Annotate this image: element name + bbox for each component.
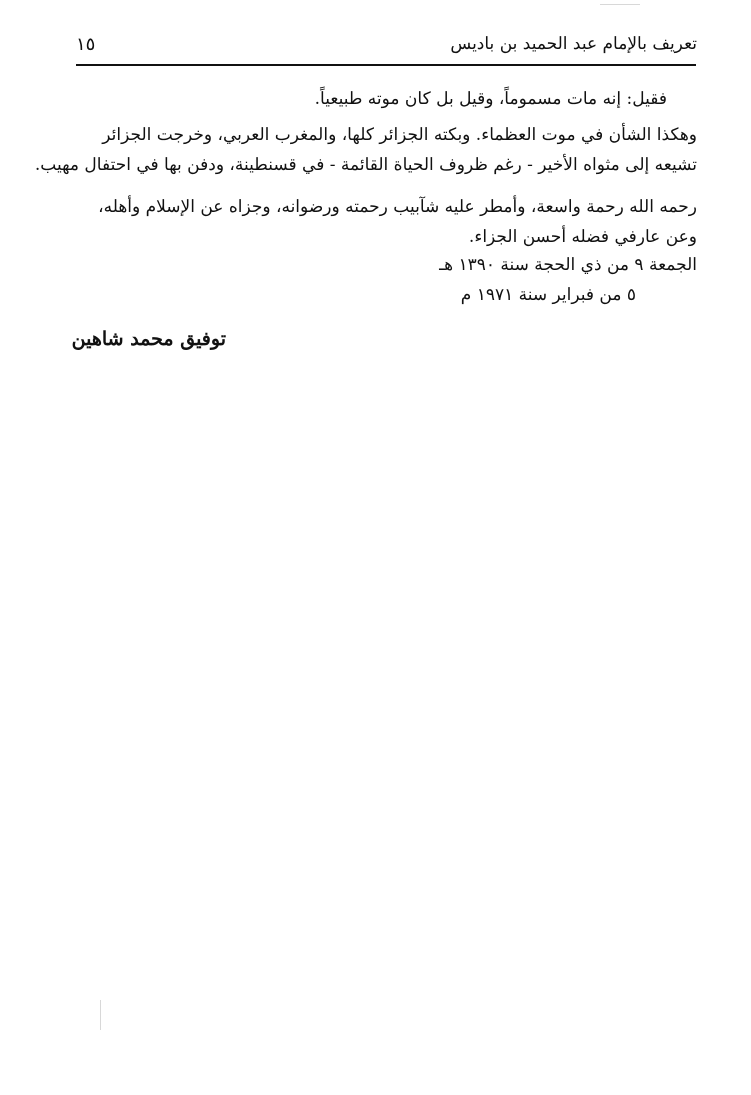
text-line: فقيل: إنه مات مسموماً، وقيل بل كان موته طبيعياً. <box>314 89 667 109</box>
paragraph-2 <box>34 120 697 180</box>
scan-artifact <box>100 1000 101 1030</box>
paragraph-1 <box>77 84 697 114</box>
gregorian-date: ٥ من فبراير سنة ١٩٧١ م <box>460 285 636 305</box>
author-signature: توفيق محمد شاهين <box>71 328 226 350</box>
text-line: وهكذا الشأن في موت العظماء. وبكته الجزائر كلها، والمغرب العربي، وخرجت الجزائر <box>102 125 697 145</box>
scan-artifact <box>600 4 640 5</box>
paragraph-3 <box>77 192 697 252</box>
running-title: تعريف بالإمام عبد الحميد بن باديس <box>450 34 697 54</box>
text-line: تشيعه إلى مثواه الأخير - رغم ظروف الحياة القائمة - في قسنطينة، ودفن بها في احتفال مهيب. <box>34 155 697 175</box>
hijri-date: الجمعة ٩ من ذي الحجة سنة ١٣٩٠ هـ <box>439 255 697 275</box>
text-line: وعن عارفي فضله أحسن الجزاء. <box>468 227 697 247</box>
text-line: رحمه الله رحمة واسعة، وأمطر عليه شآبيب رحمته ورضوانه، وجزاه عن الإسلام وأهله، <box>98 197 697 217</box>
page-number: ١٥ <box>76 34 96 55</box>
header-rule <box>76 64 696 66</box>
